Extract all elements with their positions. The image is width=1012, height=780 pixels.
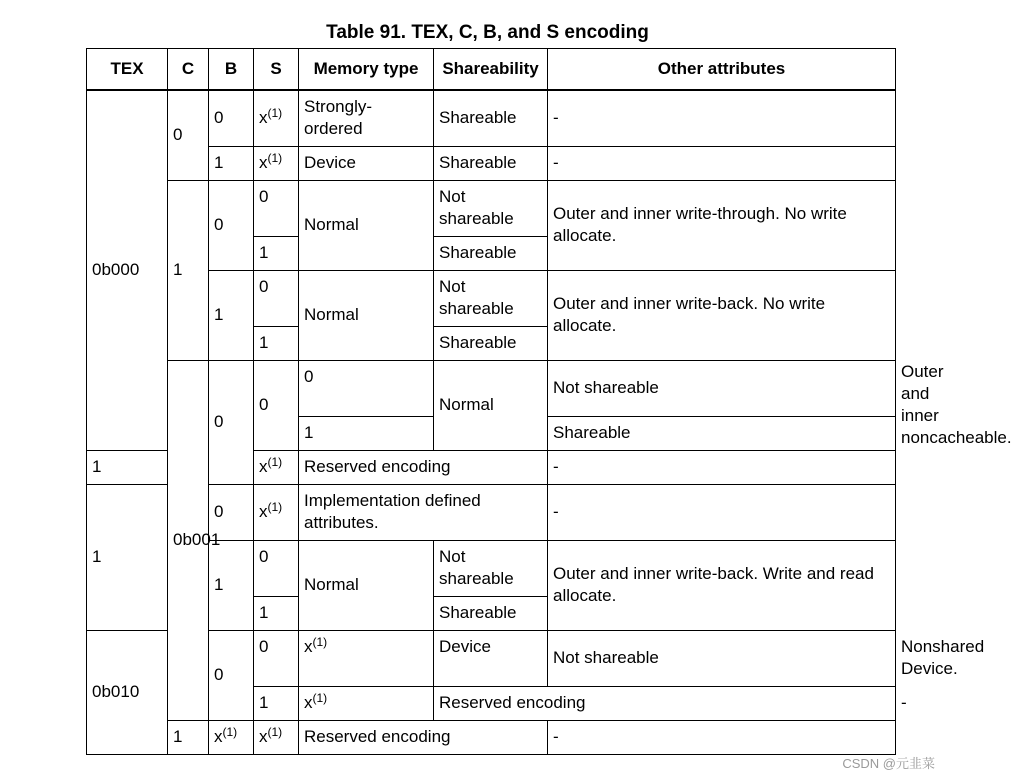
s-cell: 0 [254, 540, 299, 596]
other-attributes-cell: - [548, 484, 896, 540]
header-memory-type: Memory type [299, 49, 434, 91]
table-row [87, 90, 896, 146]
s-cell: 0 [254, 180, 299, 236]
c-cell: 1 [168, 720, 209, 754]
s-cell: $x^{(1)}$ [299, 630, 434, 686]
b-cell: 0 [209, 90, 254, 146]
b-cell: 0 [254, 630, 299, 686]
shareability-cell: Shareable [434, 596, 548, 630]
b-cell: 1 [209, 540, 254, 630]
table-row [87, 720, 896, 754]
header-tex: TEX [87, 49, 168, 91]
s-cell: $x^{(1)}$ [254, 450, 299, 484]
c-cell: 0 [209, 630, 254, 720]
footnote-ref: (1) [312, 634, 328, 649]
shareability-cell: Not shareable [548, 630, 896, 686]
shareability-cell: Not shareable [548, 360, 896, 416]
s-cell: $x^{(1)}$ [299, 686, 434, 720]
s-cell: $x^{(1)}$ [254, 146, 299, 180]
s-cell: 0 [254, 270, 299, 326]
tex-cell: 0b010 [87, 630, 168, 754]
tex-cell: 0b000 [87, 90, 168, 450]
b-cell: $x^{(1)}$ [209, 720, 254, 754]
b-cell: 1 [254, 686, 299, 720]
other-attributes-cell: Outer and inner write-through. No write allocate. [548, 180, 896, 270]
header-s: S [254, 49, 299, 91]
s-cell: 1 [299, 416, 434, 450]
table-row: 0b001 0 0 0 Normal Not shareable Outer and inner noncacheable. [87, 360, 896, 416]
table-row: 1 $x^{(1)}$ Reserved encoding - [87, 686, 896, 720]
header-c: C [168, 49, 209, 91]
memory-type-cell: Reserved encoding [434, 686, 896, 720]
shareability-cell: Shareable [434, 326, 548, 360]
memory-type-cell: Normal [299, 180, 434, 270]
shareability-cell: Shareable [434, 236, 548, 270]
table-row [87, 180, 896, 236]
other-attributes-cell: Outer and inner write-back. No write allocate. [548, 270, 896, 360]
s-cell: $x^{(1)}$ [254, 720, 299, 754]
s-cell: 1 [254, 326, 299, 360]
footnote-ref: (1) [222, 725, 238, 739]
header-other-attributes: Other attributes [548, 49, 896, 91]
other-attributes-cell: - [548, 450, 896, 484]
shareability-cell: Shareable [548, 416, 896, 450]
shareability-cell: Shareable [434, 90, 548, 146]
header-row [87, 49, 896, 91]
header-b: B [209, 49, 254, 91]
memory-type-cell: Reserved encoding [299, 720, 548, 754]
s-cell: 1 [254, 596, 299, 630]
footnote-ref: (1) [267, 106, 283, 121]
s-cell: 0 [299, 360, 434, 416]
other-attributes-cell: Outer and inner write-back. Write and read allocate. [548, 540, 896, 630]
c-cell: 1 [168, 180, 209, 360]
shareability-cell: Not shareable [434, 180, 548, 236]
table-title: Table 91. TEX, C, B, and S encoding [326, 22, 649, 43]
footnote-ref: (1) [267, 500, 283, 514]
other-attributes-cell: - [548, 146, 896, 180]
s-cell: 1 [254, 236, 299, 270]
shareability-cell: Shareable [434, 146, 548, 180]
table-row [87, 270, 896, 326]
c-cell: 0 [209, 360, 254, 484]
memory-type-cell: Device [299, 146, 434, 180]
c-cell: 0 [168, 90, 209, 180]
memory-type-cell: Normal [299, 540, 434, 630]
b-cell: 0 [209, 484, 254, 540]
b-cell: 1 [87, 450, 168, 484]
table-row [87, 146, 896, 180]
watermark: CSDN @元韭菜 [842, 756, 935, 771]
b-cell: 0 [209, 180, 254, 270]
s-cell: $x^{(1)}$ [254, 90, 299, 146]
s-cell: $x^{(1)}$ [254, 484, 299, 540]
memory-type-cell: Normal [299, 270, 434, 360]
header-shareability: Shareability [434, 49, 548, 91]
c-cell: 1 [87, 484, 168, 630]
memory-type-cell: Implementation defined attributes. [299, 484, 548, 540]
shareability-cell: Not shareable [434, 540, 548, 596]
b-cell: 1 [209, 270, 254, 360]
shareability-cell: Not shareable [434, 270, 548, 326]
footnote-ref: (1) [267, 455, 283, 469]
other-attributes-cell: - [548, 720, 896, 754]
b-cell: 0 [254, 360, 299, 450]
footnote-ref: (1) [267, 725, 283, 739]
memory-type-cell: Strongly-ordered [299, 90, 434, 146]
memory-type-cell: Reserved encoding [299, 450, 548, 484]
b-cell: 1 [209, 146, 254, 180]
memory-type-cell: Device [434, 630, 548, 686]
footnote-ref: (1) [312, 691, 328, 705]
table-row: 0b010 0 0 $x^{(1)}$ Device Not shareable Nonshared Device. [87, 630, 896, 686]
encoding-table [86, 48, 1012, 755]
memory-type-cell: Normal [434, 360, 548, 450]
footnote-ref: (1) [267, 151, 283, 165]
other-attributes-cell: - [548, 90, 896, 146]
tex-cell: 0b001 [168, 360, 209, 720]
